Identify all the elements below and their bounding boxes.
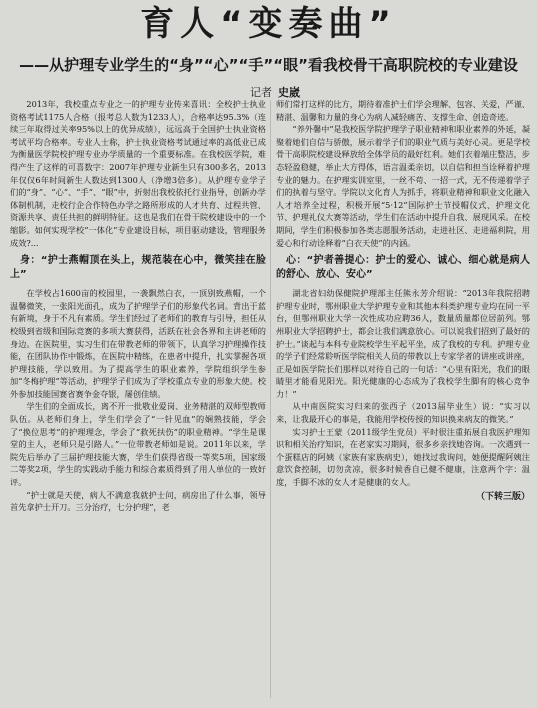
paragraph: 师们常打这样的比方，期待着准护士们学会理解、包容、关爱，严谨、精湛、温馨和力量的身心为病人减轻痛苦、支撑生命、创造奇迹。: [276, 99, 530, 122]
paragraph: 从中南医院实习归来的张西子（2013届毕业生）说：“实习以来，让我最开心的事是，我能用学校传授的知识换来病友的微笑。”: [276, 401, 530, 425]
continued-note: （下转三版）: [475, 491, 530, 502]
headline: 育人“变奏曲”: [140, 4, 397, 44]
paragraph: 在学校占1600亩的校园里，一袭飘然白衣，一顶别致燕帽，一个温馨微笑，一张阳光面孔，成为了护理学子们的形象代名词。背出于蓝有新境，身于不凡有素质。学生们经过了老师们的教育与引导，担任从校级到省级和国际竞赛的多项大赛获得，活跃在社会各界和主讲老师的身边。在医院里，实习生们在带教老师的带领下，认真学习护理操作技能，在团队协作中锻炼，在医院中精练，在患者中提升，扎实掌握各项护理技能，学以致用。为了提高学生的职业素养，学院组织学生参加“冬梅护理”等活动，护理学子们成为了学校重点专业的形象大使。校外参加技能国赛省赛争金夺银，屡创佳绩。: [10, 288, 266, 399]
left-column: [10, 98, 266, 698]
byline-label: 记者: [250, 86, 272, 99]
paragraph: “养外馨中”是我校医学院护理学子职业精神和职业素养的外延，凝聚着她们自信与骄傲，展示着学子们的职业气质与美好心灵。更是学校骨干高职院校建设释放给全体学员的最好红利。她们衣着端庄整洁，步态轻盈稳健，举止大方得体，语言温柔亲切，以自信和担当诠释着护理专业的魅力。在护理实训室里，一丝不苟、一招一式，无不传递着学子们的执着与坚守。学院以文化育人为抓手，将职业精神和职业文化融入人才培养全过程，积极开展“5·12”国际护士节授帽仪式、护理文化节、护理礼仪大赛等活动，学生们在活动中提升自我、展现风采。在校期间，学生们积极参加各类志愿服务活动，走进社区、走进福利院，用爱心和行动诠释着“白衣天使”的内涵。: [276, 124, 530, 248]
paragraph: 湖北省妇幼保健院护理部主任熊永芳介绍说：“2013年我院招聘护理专业时，鄂州职业大学护理专业和其他本科类护理专业均在同一平台，但鄂州职业大学一次性成功应聘36人，数量质量都位居前列。鄂州职业大学招聘护士，都会让我们满意放心。可以说我们招到了最好的护士。”谈起与本科专业院校学生平起平坐，成了我校的专利。护理专业的学子们经常聆听医学院相关人员的带教以上专家学者的讲座或讲座，正是如医学院长们那样以对待自己的一句话：“心里有阳光，我们的眼睛里才能看见阳光。阳光健康的心态成为了我校学生脚有的核心竞争力！”: [276, 288, 530, 399]
column-divider: [270, 100, 271, 698]
byline-name: 史崴: [278, 86, 300, 99]
paragraph: 2013年，我校重点专业之一的护理专业传来喜讯：全校护士执业资格考试1175人合格（报考总人数为1233人），合格率达95.3%（连续三年取得过关率95%以上的优异成绩），远远高于全国护士执业资格考试平均合格率。专业人士称，护士执业资格考试通过率的高低业已成为衡量医学院校护理专业办学质量的一个重要标准。在我校医学院，难得产生了这样的可喜数字：2007年护理专业新生只有300多名，2013年仅仅6年时间新生人数达到1300人（净增3倍多）。从护理专业学子们的“身”、“心”、“手”、“眼”中，折射出我校依托行业指导，创新办学体制机制，走校行企合作特色办学之路所形成的人才共育、过程共管、资源共享、责任共担的鲜明特征。这也是我们在骨干院校建设中的一个缩影。如何实现学校“一体化”专业建设目标，项目驱动建设，管理服务成效?...: [10, 99, 266, 248]
paragraph: 实习护士王蒙（2011级学生党员）平时很注重拓展自我医护理知识和相关治疗知识，在老家实习期间，很多乡亲找她咨询。一次遇到一个蛋糕店的阿姨（家族有家族病史），她找过我询问，她便提醒阿姨注意饮食控制，切勿贪凉，很多时候香自已健不健康，注意两个字：温度，手脚不冰的女人才是健康的女人。: [276, 426, 530, 488]
paragraph: “护士就是天使，病人不满意我就护士问，病房出了什么事，领导首先拿护士开刀。三分治疗，七分护理”，老: [10, 489, 266, 513]
paragraph: 学生们的全面成长，离不开一批敬业爱岗、业务精湛的双师型教师队伍。从老师们身上，学生们学会了“一针见血”的娴熟技能，学会了“换位思考”的护理理念，学会了“救死扶伤”的职业精神。“学生是课堂的主人，老师只是引路人。”一位带教老师如是说。2011年以来，学院先后举办了三届护理技能大赛，学生们获得省级一等奖5项，国家级二等奖2项，学生的实践动手能力和综合素质得到了用人单位的一致好评。: [10, 401, 266, 488]
section-heading-heart: 心：“护者善提心：护士的爱心、诚心、细心就是病人的舒心、放心、安心”: [276, 255, 530, 281]
section-heading-body: 身：“护士燕帽顶在头上，规范装在心中，微笑挂在脸上”: [10, 255, 266, 281]
right-column: [276, 98, 530, 698]
subheadline: ——从护理专业学生的“身”“心”“手”“眼”看我校骨干高职院校的专业建设: [19, 56, 518, 74]
